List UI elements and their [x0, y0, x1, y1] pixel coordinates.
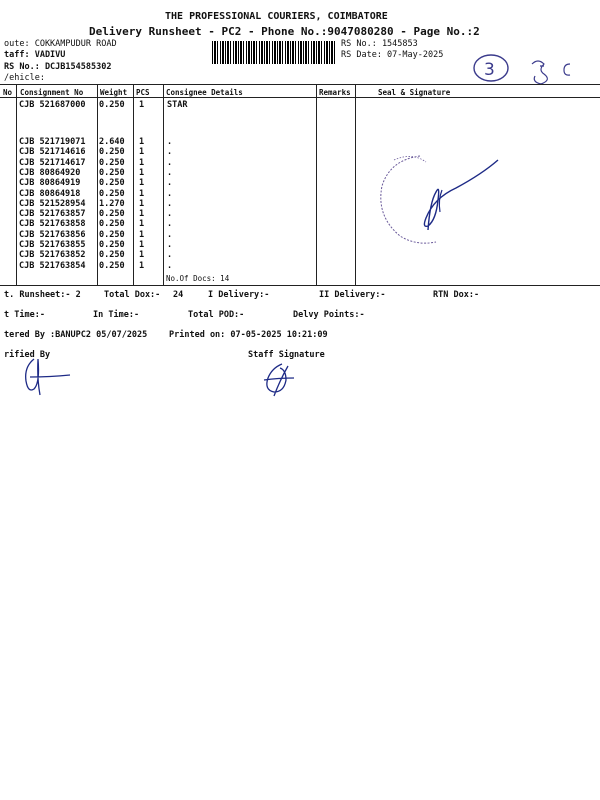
- consignment-no: CJB 521763852: [19, 250, 86, 261]
- handwritten-scribble: [532, 61, 547, 84]
- pcs: 1: [139, 167, 145, 178]
- pcs: 1: [139, 240, 145, 250]
- table-row: [0, 209, 320, 219]
- weight: 0.250: [99, 188, 125, 199]
- table-row: [0, 261, 320, 271]
- consignee-details: .: [167, 229, 173, 240]
- table-row: [0, 199, 320, 209]
- i-delivery: I Delivery:-: [208, 290, 270, 300]
- staff-signature-stroke: [264, 364, 294, 396]
- weight: 2.640: [99, 137, 125, 147]
- pcs: 1: [139, 137, 145, 147]
- pcs: 1: [139, 219, 145, 230]
- pcs: 1: [139, 147, 145, 158]
- consignment-no: CJB 521719071: [19, 137, 86, 147]
- staff-signature-label: Staff Signature: [248, 350, 325, 360]
- col-divider: [355, 84, 356, 285]
- barcode: [212, 41, 336, 64]
- table-bottom-border: [0, 285, 600, 286]
- consignee-details: .: [167, 219, 173, 230]
- entered-by: tered By :BANUPC2 05/07/2025: [4, 330, 148, 340]
- handwritten-c-mark: [564, 64, 570, 75]
- weight: 0.250: [99, 240, 125, 250]
- table-header-border: [0, 97, 600, 98]
- col-header-weight: Weight: [100, 88, 128, 97]
- pcs: 1: [139, 209, 145, 220]
- weight: 0.250: [99, 219, 125, 230]
- consignment-no: CJB 521763858: [19, 219, 86, 230]
- out-time: t Time:-: [4, 310, 45, 320]
- consignee-details: .: [167, 157, 173, 168]
- rs-no-left: RS No.: DCJB154585302: [4, 62, 112, 72]
- consignee-details: .: [167, 240, 173, 250]
- consignment-no: CJB 521528954: [19, 198, 86, 209]
- consignee-details: .: [167, 167, 173, 178]
- col-header-consignment: Consignment No: [20, 88, 84, 97]
- consignee-details: .: [167, 178, 173, 189]
- col-header-no: No: [3, 88, 13, 97]
- verified-by: rified By: [4, 350, 51, 360]
- consignment-no: CJB 521763857: [19, 209, 86, 220]
- consignment-no: CJB 521763855: [19, 240, 86, 250]
- table-row: [0, 168, 320, 178]
- handwritten-circled-number: 3: [484, 60, 495, 80]
- weight: 0.250: [99, 167, 125, 178]
- pcs: 1: [139, 157, 145, 168]
- stamp-arc: [381, 156, 436, 243]
- consignee-details: .: [167, 209, 173, 220]
- table-row: [0, 178, 320, 188]
- col-header-consignee: Consignee Details: [166, 88, 243, 97]
- route-label: oute: COKKAMPUDUR ROAD: [4, 39, 117, 49]
- table-row: [0, 219, 320, 229]
- runsheet-title: Delivery Runsheet - PC2 - Phone No.:9047080280 - Page No.:2: [89, 25, 480, 38]
- pcs: 1: [139, 100, 145, 110]
- pcs: 1: [139, 198, 145, 209]
- table-row: [0, 250, 320, 260]
- consignment-no: CJB 521763854: [19, 260, 86, 271]
- table-row: [0, 147, 320, 157]
- verifier-signature-stroke: [26, 359, 70, 395]
- table-row: [0, 230, 320, 240]
- weight: 0.250: [99, 100, 125, 110]
- consignee-details: .: [167, 260, 173, 271]
- pcs: 1: [139, 178, 145, 189]
- consignment-no: CJB 80864920: [19, 167, 81, 178]
- consignment-no: CJB 521714617: [19, 157, 86, 168]
- consignee-details: .: [167, 147, 173, 158]
- receiver-signature: [424, 160, 498, 230]
- in-time: In Time:-: [93, 310, 140, 320]
- consignment-no: CJB 521714616: [19, 147, 86, 158]
- company-name: THE PROFESSIONAL COURIERS, COIMBATORE: [165, 11, 388, 22]
- consignee-details: .: [167, 137, 173, 147]
- weight: 0.250: [99, 178, 125, 189]
- no-of-docs: No.Of Docs: 14: [166, 274, 230, 283]
- rs-no-right: RS No.: 1545853: [341, 39, 418, 49]
- staff-signature: [258, 360, 308, 400]
- delvy-points: Delvy Points:-: [293, 310, 365, 320]
- consignee-details: .: [167, 250, 173, 261]
- stamp-arc-inner: [394, 156, 426, 162]
- weight: 1.270: [99, 198, 125, 209]
- weight: 0.250: [99, 260, 125, 271]
- consignment-no: CJB 521763856: [19, 229, 86, 240]
- tot-runsheet: t. Runsheet:- 2: [4, 290, 81, 300]
- vehicle-label: /ehicle:: [4, 73, 45, 83]
- staff-label: taff: VADIVU: [4, 50, 66, 60]
- consignment-no: CJB 80864918: [19, 188, 81, 199]
- weight: 0.250: [99, 250, 125, 261]
- receiver-signature-stroke: [439, 190, 442, 212]
- table-top-border: [0, 84, 600, 85]
- verifier-signature: [20, 355, 80, 400]
- table-row: [0, 137, 320, 147]
- weight: 0.250: [99, 157, 125, 168]
- table-row: [0, 240, 320, 250]
- consignee-details: .: [167, 198, 173, 209]
- seal-stamp-and-signature: [372, 150, 512, 250]
- col-header-seal-signature: Seal & Signature: [378, 88, 451, 97]
- pcs: 1: [139, 250, 145, 261]
- table-row: [0, 189, 320, 199]
- table-row: [0, 158, 320, 168]
- ii-delivery: II Delivery:-: [319, 290, 386, 300]
- consignment-no: CJB 80864919: [19, 178, 81, 189]
- consignment-no: CJB 521687000: [19, 100, 86, 110]
- total-dox-value: 24: [173, 290, 184, 300]
- printed-on: Printed on: 07-05-2025 10:21:09: [169, 330, 328, 340]
- weight: 0.250: [99, 147, 125, 158]
- total-pod: Total POD:-: [188, 310, 245, 320]
- total-dox-label: Total Dox:-: [104, 290, 161, 300]
- pcs: 1: [139, 229, 145, 240]
- rs-date: RS Date: 07-May-2025: [341, 50, 444, 60]
- col-header-remarks: Remarks: [319, 88, 351, 97]
- col-header-pcs: PCS: [136, 88, 150, 97]
- consignee-details: .: [167, 188, 173, 199]
- pcs: 1: [139, 260, 145, 271]
- consignee-details: STAR: [167, 100, 188, 110]
- pcs: 1: [139, 188, 145, 199]
- weight: 0.250: [99, 209, 125, 220]
- rtn-dox: RTN Dox:-: [433, 290, 480, 300]
- weight: 0.250: [99, 229, 125, 240]
- handwritten-page-marks: [470, 52, 590, 86]
- table-row: [0, 100, 320, 110]
